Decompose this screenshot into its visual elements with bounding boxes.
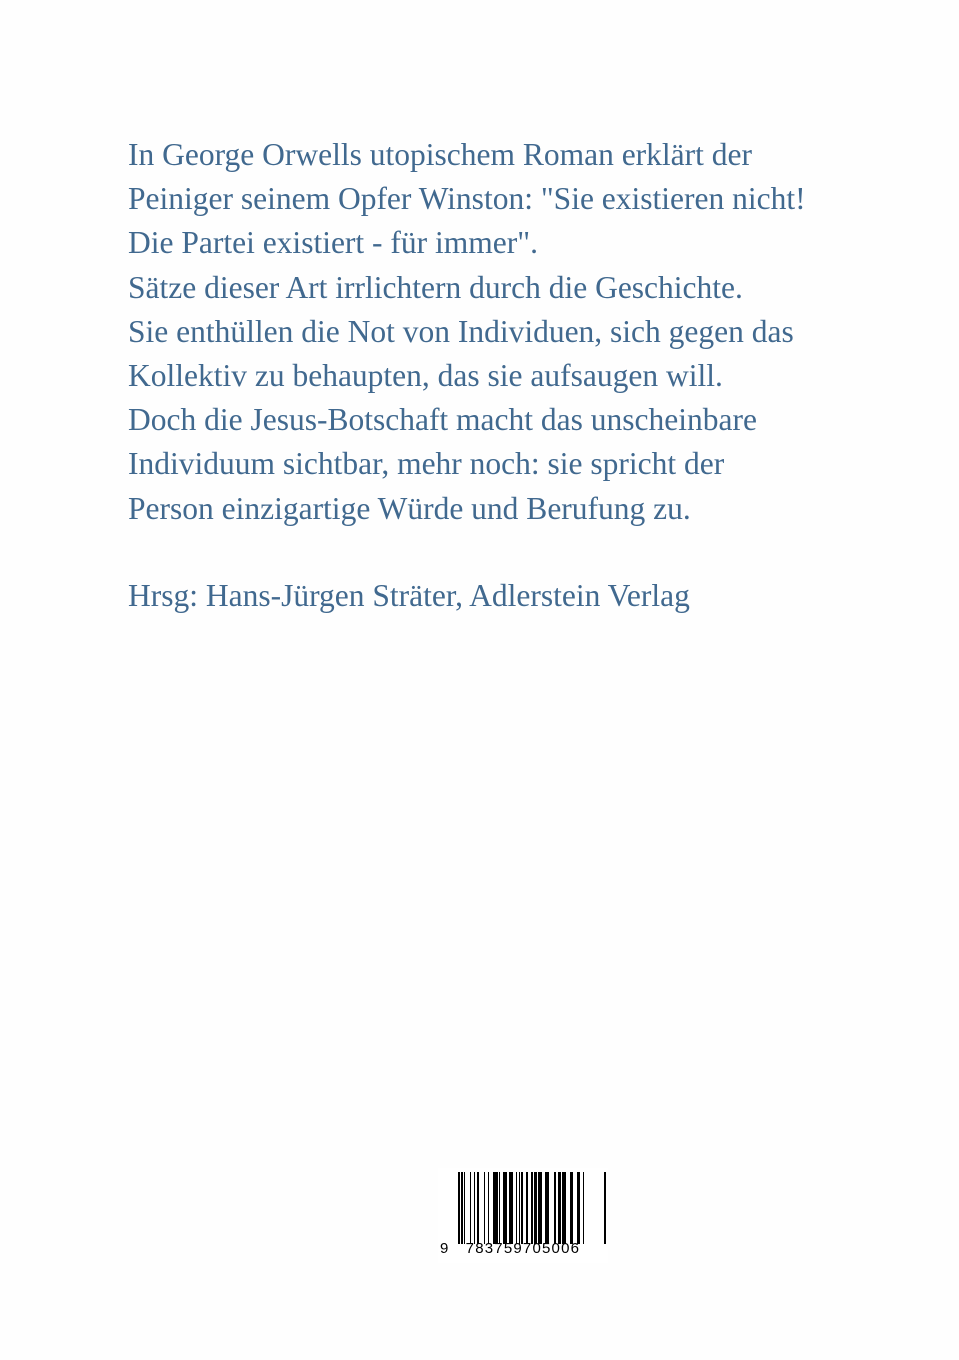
barcode-bar <box>583 1172 584 1244</box>
blurb-line: Die Partei existiert - für immer". <box>128 225 538 261</box>
barcode-bar <box>554 1172 557 1244</box>
isbn-barcode <box>438 1168 608 1263</box>
barcode-bar <box>538 1172 542 1244</box>
blurb-line: Peiniger seinem Opfer Winston: "Sie existieren nicht! <box>128 181 806 217</box>
barcode-bar <box>509 1172 513 1244</box>
barcode-bar <box>503 1172 507 1244</box>
barcode-bar <box>562 1172 566 1244</box>
barcode-bar <box>474 1172 475 1244</box>
barcode-bar <box>531 1172 532 1244</box>
isbn-first-digit: 9 <box>440 1240 450 1257</box>
barcode-bar <box>526 1172 529 1244</box>
barcode-bar <box>461 1172 463 1244</box>
barcode-bar <box>470 1172 471 1244</box>
barcode-bar <box>499 1172 500 1244</box>
barcode-bar <box>521 1172 522 1244</box>
barcode-bar <box>534 1172 537 1244</box>
barcode-bar <box>577 1172 580 1244</box>
back-cover-blurb <box>128 133 928 531</box>
barcode-bar <box>570 1172 573 1244</box>
barcode-bar <box>516 1172 517 1244</box>
blurb-line: In George Orwells utopischem Roman erklärt der <box>128 137 752 172</box>
barcode-bar <box>488 1172 489 1244</box>
barcode-bar <box>604 1172 606 1244</box>
isbn-digits: 783759705006 <box>465 1240 581 1257</box>
blurb-line: Sie enthüllen die Not von Individuen, sich gegen das <box>128 313 794 349</box>
barcode-bar <box>464 1172 465 1244</box>
barcode-bar <box>519 1172 520 1244</box>
barcode-bar <box>545 1172 549 1244</box>
barcode-bars <box>458 1172 608 1244</box>
barcode-bar <box>493 1172 497 1244</box>
barcode-bar <box>558 1172 561 1244</box>
isbn-number <box>440 1240 608 1257</box>
barcode-bar <box>484 1172 485 1244</box>
blurb-line: Individuum sichtbar, mehr noch: sie spricht der <box>128 446 725 482</box>
blurb-line: Sätze dieser Art irrlichtern durch die Geschichte. <box>128 269 743 305</box>
barcode-bar <box>477 1172 480 1244</box>
blurb-line: Kollektiv zu behaupten, das sie aufsaugen will. <box>128 358 723 394</box>
publisher-credit: Hrsg: Hans-Jürgen Sträter, Adlerstein Verlag <box>128 578 690 613</box>
blurb-line: Person einzigartige Würde und Berufung zu. <box>128 490 691 526</box>
blurb-line: Doch die Jesus-Botschaft macht das unscheinbare <box>128 402 757 438</box>
barcode-bar <box>458 1172 460 1244</box>
